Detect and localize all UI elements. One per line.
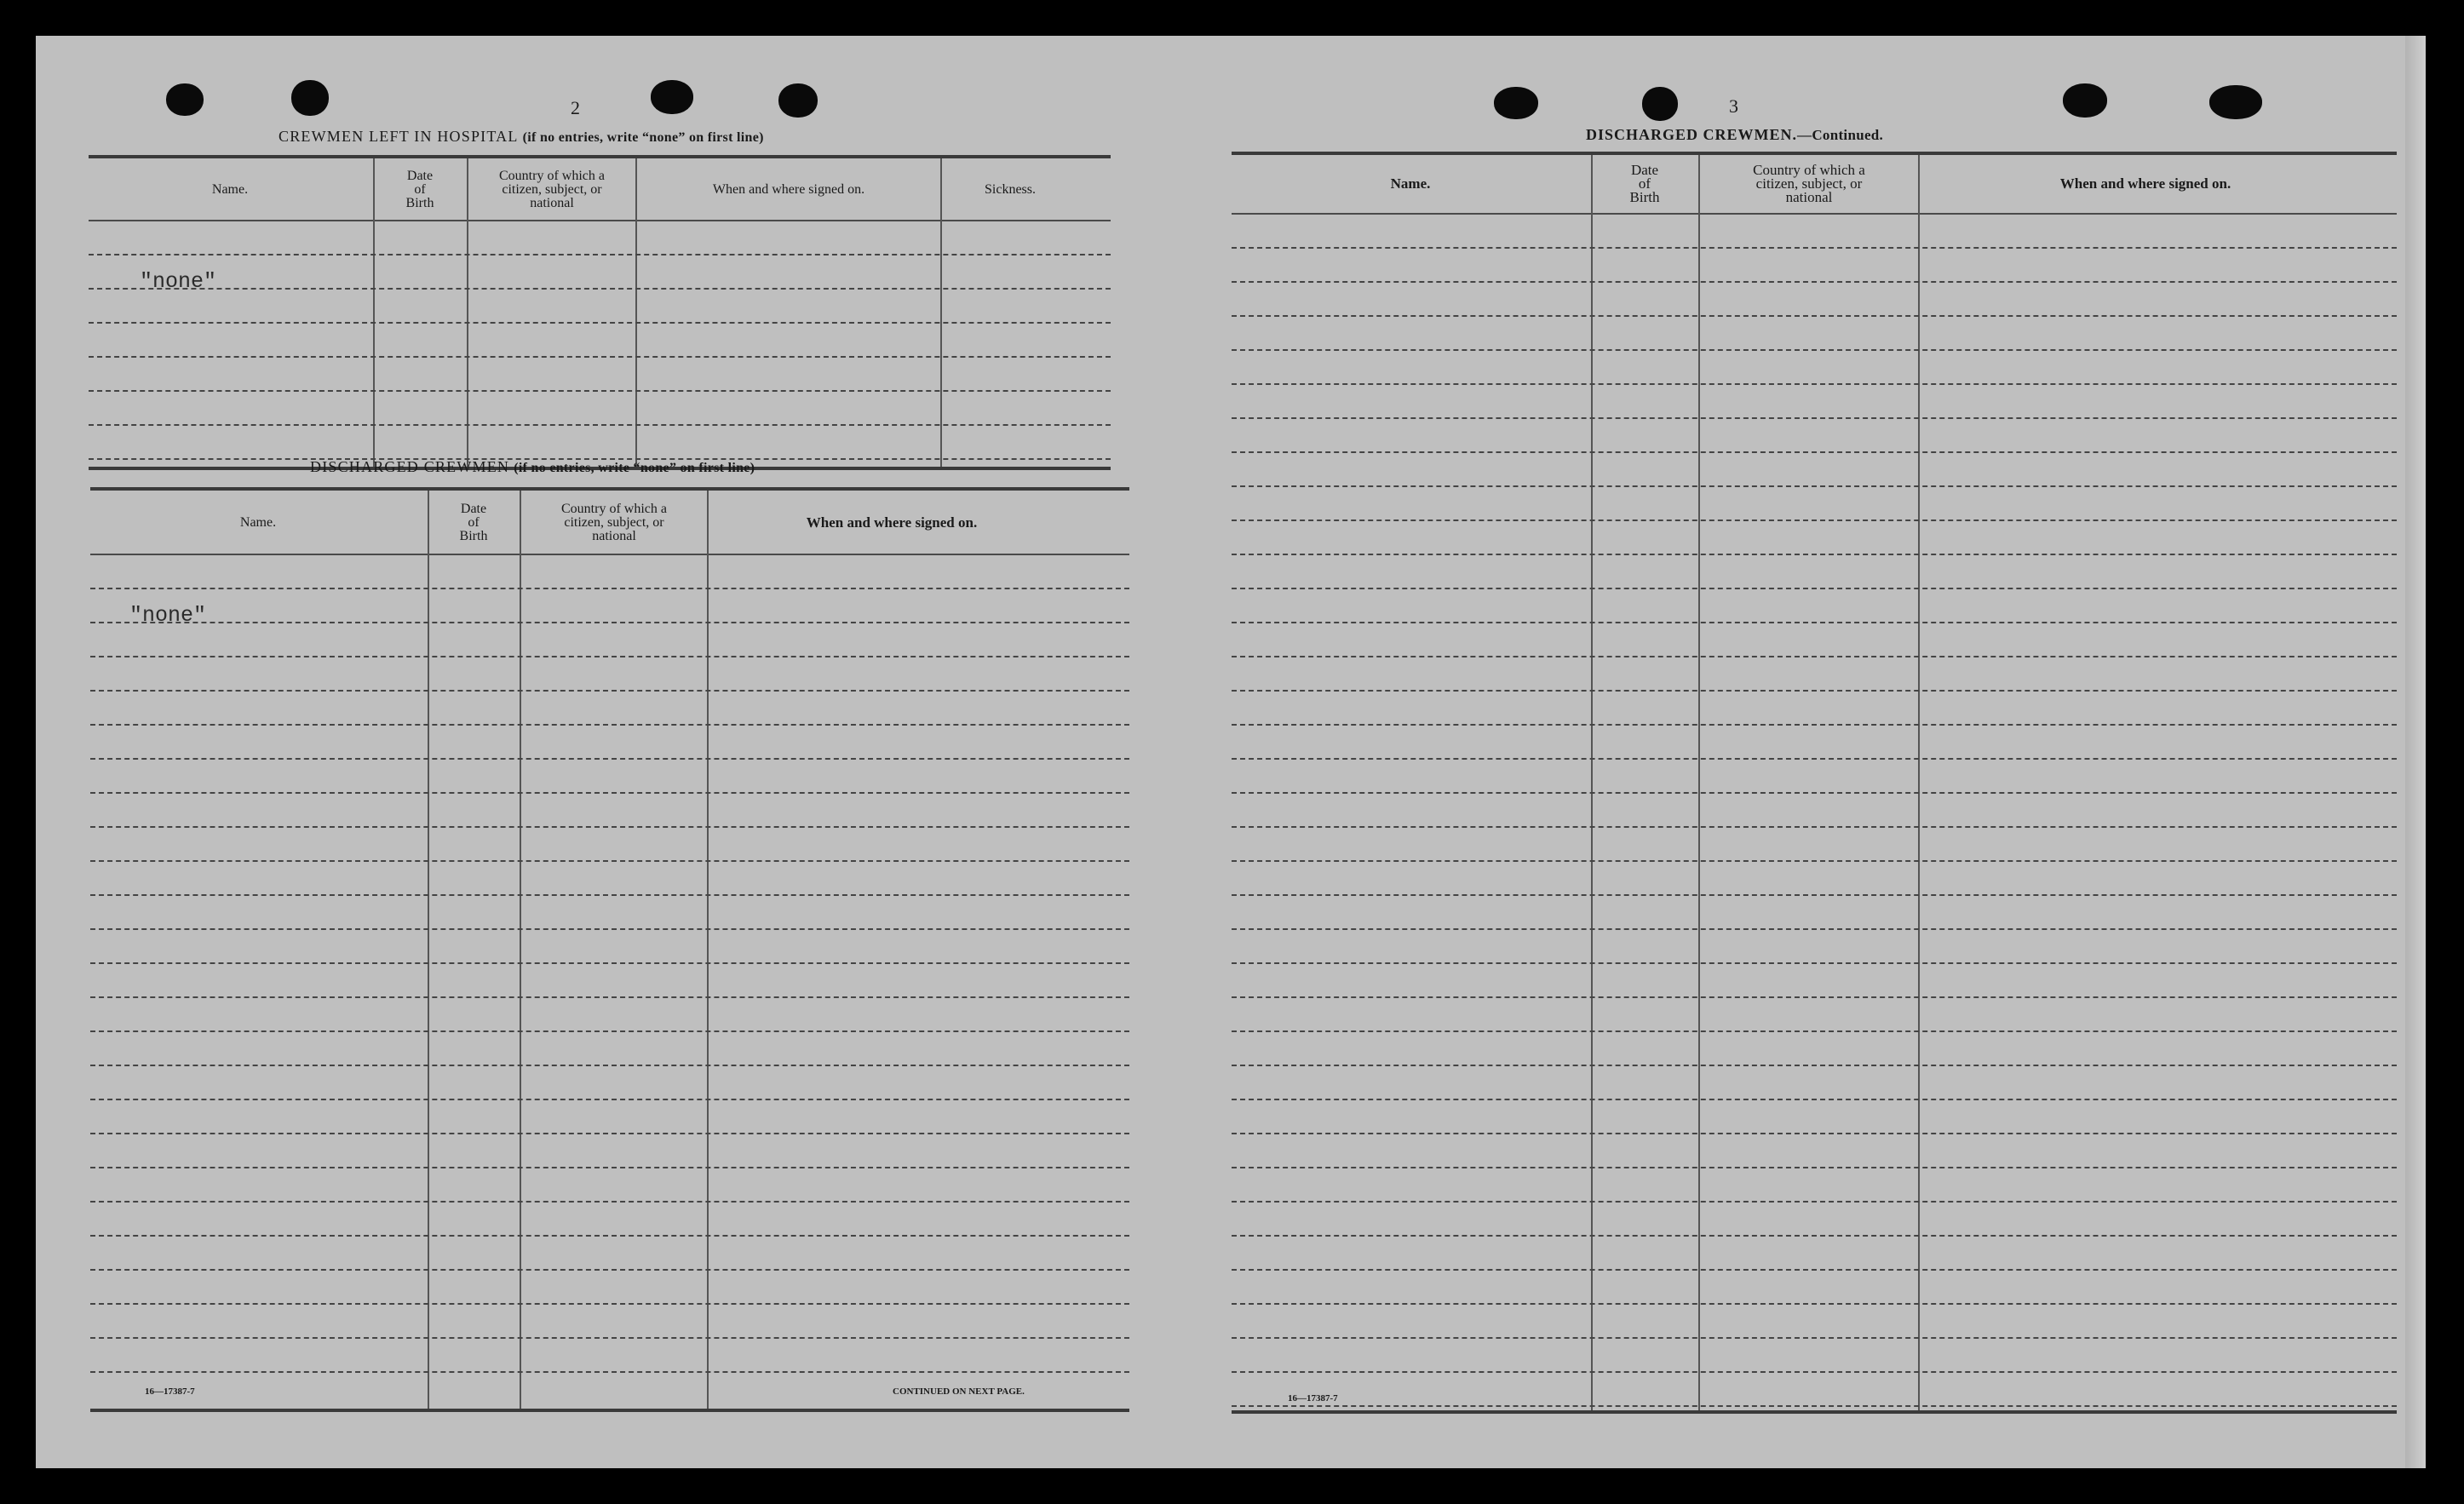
discharged-instruction: (if no entries, write “none” on first line) [514,461,755,475]
column-divider [1918,155,1920,1410]
header-rule [89,220,1111,221]
right-page [1169,36,2426,1468]
entry-line [90,962,1129,964]
entry-line [90,724,1129,726]
entry-line [89,390,1111,392]
entry-line [89,322,1111,324]
form-number: 16—17387-7 [1288,1393,1338,1404]
entry-line [89,356,1111,358]
entry-line [1232,656,2397,657]
punch-hole [166,83,204,116]
entry-line [1232,1133,2397,1134]
table-top-rule [89,155,1111,158]
title-suffix: —Continued. [1797,127,1884,143]
hospital-table [89,155,1111,474]
entry-line [1232,1371,2397,1373]
hospital-instruction: (if no entries, write “none” on first line) [522,130,764,145]
entry-line [90,1371,1129,1373]
form-number: 16—17387-7 [145,1386,195,1397]
entry-line [90,758,1129,760]
punch-hole [778,83,818,118]
entry-line [1232,1303,2397,1305]
header-rule [1232,213,2397,215]
discharged-section-title [310,458,755,476]
entry-line [90,996,1129,998]
col-header-country: Country of which a citizen, subject, or national [561,502,667,543]
entry-line [90,860,1129,862]
punch-hole [2209,85,2262,119]
document-sheet [36,36,2426,1468]
entry-line [1232,860,2397,862]
entry-line [1232,349,2397,351]
entry-line [1232,1030,2397,1032]
punch-hole [1642,87,1678,121]
entry-line [1232,1201,2397,1203]
entry-line [1232,826,2397,828]
entry-line [1232,281,2397,283]
entry-line [1232,1099,2397,1100]
col-header-date-of-birth: Date of Birth [405,169,434,210]
entry-line [90,588,1129,589]
entry-line [90,894,1129,896]
entry-line [1232,554,2397,555]
col-header-country: Country of which a citizen, subject, or national [1753,162,1865,205]
entry-line [1232,622,2397,623]
col-header-signed-on: When and where signed on. [806,514,978,531]
discharged-continued-title-text: DISCHARGED CREWMEN. [1586,126,1798,143]
entry-line [1232,383,2397,385]
punch-hole [1494,87,1538,119]
entry-line [89,288,1111,290]
entry-line [90,826,1129,828]
col-header-country: Country of which a citizen, subject, or national [499,169,605,210]
entry-line [1232,724,2397,726]
entry-line [90,656,1129,657]
discharged-continued-table [1232,152,2397,1417]
entry-line [90,1201,1129,1203]
entry-line [1232,894,2397,896]
hospital-title: CREWMEN LEFT IN HOSPITAL [279,128,519,145]
entry-line [1232,520,2397,521]
table-top-rule [90,487,1129,491]
column-divider [373,158,375,467]
hospital-section-title [279,128,764,146]
entry-line [1232,1065,2397,1066]
entry-line [90,1337,1129,1339]
entry-line [1232,1235,2397,1237]
entry-line [90,928,1129,930]
column-divider [467,158,468,467]
col-header-date-of-birth: Date of Birth [1629,162,1660,205]
entry-line [1232,485,2397,487]
col-header-signed-on: When and where signed on. [712,182,865,197]
entry-line [90,1235,1129,1237]
hospital-first-entry: "none" [140,269,217,294]
column-divider [428,491,429,1409]
column-divider [1591,155,1593,1410]
column-divider [520,491,521,1409]
column-divider [1698,155,1700,1410]
header-rule [90,554,1129,555]
entry-line [90,792,1129,794]
entry-line [90,1099,1129,1100]
entry-line [1232,451,2397,453]
entry-line [90,1269,1129,1271]
entry-line [90,690,1129,692]
entry-line [1232,247,2397,249]
entry-line [1232,1337,2397,1339]
punch-hole [291,80,329,116]
left-page [36,36,1169,1468]
entry-line [90,1065,1129,1066]
entry-line [1232,1405,2397,1407]
discharged-title: DISCHARGED CREWMEN [310,458,510,475]
col-header-name: Name. [239,515,277,530]
col-header-name: Name. [1390,175,1431,192]
entry-line [90,1303,1129,1305]
col-header-date-of-birth: Date of Birth [459,502,488,543]
entry-line [90,1167,1129,1168]
entry-line [1232,315,2397,317]
entry-line [1232,996,2397,998]
entry-line [1232,1269,2397,1271]
discharged-first-entry: "none" [129,603,207,628]
discharged-continued-title [1586,126,1883,144]
continued-note: CONTINUED ON NEXT PAGE. [893,1386,1025,1397]
punch-hole [651,80,693,114]
entry-line [1232,928,2397,930]
entry-line [90,622,1129,623]
entry-line [1232,758,2397,760]
page-number: 2 [571,97,580,118]
entry-line [1232,417,2397,419]
entry-line [90,1030,1129,1032]
column-divider [707,491,709,1409]
punch-hole [2063,83,2107,118]
page-number: 3 [1729,95,1738,117]
col-header-signed-on: When and where signed on. [2059,175,2231,192]
entry-line [1232,1167,2397,1168]
col-header-name: Name. [211,182,249,197]
entry-line [90,1133,1129,1134]
entry-line [89,424,1111,426]
column-divider [940,158,942,467]
entry-line [1232,792,2397,794]
table-bottom-rule [1232,1410,2397,1414]
entry-line [89,254,1111,255]
table-bottom-rule [90,1409,1129,1412]
discharged-table [90,487,1129,1415]
col-header-sickness: Sickness. [985,182,1036,197]
column-divider [635,158,637,467]
entry-line [1232,690,2397,692]
entry-line [1232,588,2397,589]
entry-line [1232,962,2397,964]
